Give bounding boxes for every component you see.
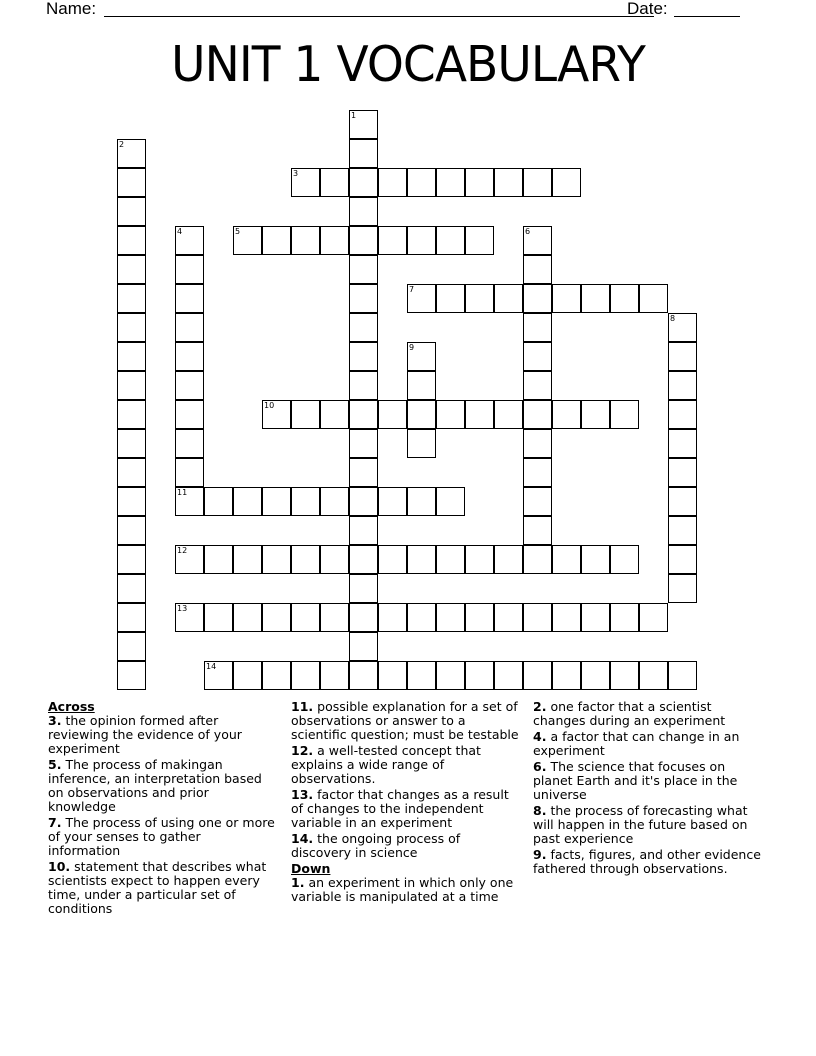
grid-cell[interactable]	[436, 603, 465, 632]
grid-cell[interactable]	[552, 168, 581, 197]
grid-cell[interactable]	[233, 226, 262, 255]
clue-number: 13	[177, 604, 188, 613]
grid-cell[interactable]	[465, 168, 494, 197]
clue-number: 7	[409, 285, 415, 294]
grid-cell[interactable]	[175, 342, 204, 371]
grid-cell[interactable]	[523, 313, 552, 342]
grid-cell[interactable]	[668, 429, 697, 458]
grid-cell[interactable]	[349, 197, 378, 226]
grid-cell[interactable]	[523, 284, 552, 313]
grid-cell[interactable]	[668, 313, 697, 342]
grid-cell[interactable]	[117, 255, 146, 284]
grid-cell[interactable]	[175, 400, 204, 429]
grid-cell[interactable]	[378, 545, 407, 574]
grid-cell[interactable]	[407, 429, 436, 458]
grid-cell[interactable]	[349, 545, 378, 574]
grid-cell[interactable]	[175, 545, 204, 574]
grid-cell[interactable]	[320, 168, 349, 197]
grid-cell[interactable]	[407, 661, 436, 690]
grid-cell[interactable]	[552, 603, 581, 632]
grid-cell[interactable]	[610, 400, 639, 429]
grid-cell[interactable]	[320, 661, 349, 690]
grid-cell[interactable]	[175, 429, 204, 458]
grid-cell[interactable]	[117, 371, 146, 400]
clue-number: 4	[177, 227, 183, 236]
grid-cell[interactable]	[117, 342, 146, 371]
clue-number: 10	[264, 401, 275, 410]
grid-cell[interactable]	[291, 603, 320, 632]
grid-cell[interactable]	[494, 400, 523, 429]
grid-cell[interactable]	[581, 284, 610, 313]
grid-cell[interactable]	[291, 545, 320, 574]
grid-cell[interactable]	[668, 342, 697, 371]
grid-cell[interactable]	[610, 661, 639, 690]
grid-cell[interactable]	[262, 226, 291, 255]
grid-cell[interactable]	[233, 661, 262, 690]
clue-across-12: 12. a well-tested concept that explains a wide range of observations.	[291, 743, 481, 786]
grid-cell[interactable]	[175, 603, 204, 632]
grid-cell[interactable]	[320, 545, 349, 574]
grid-cell[interactable]	[349, 255, 378, 284]
grid-cell[interactable]	[349, 458, 378, 487]
grid-cell[interactable]	[349, 139, 378, 168]
grid-cell[interactable]	[117, 545, 146, 574]
grid-cell[interactable]	[117, 603, 146, 632]
grid-cell[interactable]	[349, 661, 378, 690]
clues-column-3	[533, 700, 761, 878]
grid-cell[interactable]	[639, 661, 668, 690]
grid-cell[interactable]	[465, 661, 494, 690]
grid-cell[interactable]	[523, 487, 552, 516]
grid-cell[interactable]	[407, 371, 436, 400]
grid-cell[interactable]	[291, 400, 320, 429]
grid-cell[interactable]	[117, 429, 146, 458]
grid-cell[interactable]	[407, 545, 436, 574]
clues-column-1	[48, 700, 276, 918]
grid-cell[interactable]	[494, 168, 523, 197]
grid-cell[interactable]	[349, 574, 378, 603]
grid-cell[interactable]	[117, 574, 146, 603]
clue-down-1: 1. an experiment in which only one variable is manipulated at a time	[291, 875, 514, 904]
grid-cell[interactable]	[436, 545, 465, 574]
grid-cell[interactable]	[349, 168, 378, 197]
grid-cell[interactable]	[291, 487, 320, 516]
down-heading: Down	[291, 861, 331, 876]
grid-cell[interactable]	[610, 545, 639, 574]
clue-number: 11	[177, 488, 188, 497]
grid-cell[interactable]	[175, 458, 204, 487]
grid-cell[interactable]	[349, 371, 378, 400]
clue-down-4: 4. a factor that can change in an experiment	[533, 729, 740, 758]
grid-cell[interactable]	[204, 545, 233, 574]
grid-cell[interactable]	[349, 632, 378, 661]
grid-cell[interactable]	[494, 661, 523, 690]
grid-cell[interactable]	[349, 342, 378, 371]
grid-cell[interactable]	[407, 168, 436, 197]
grid-cell[interactable]	[494, 545, 523, 574]
grid-cell[interactable]	[262, 545, 291, 574]
grid-cell[interactable]	[523, 458, 552, 487]
clue-number: 1	[351, 111, 357, 120]
grid-cell[interactable]	[465, 284, 494, 313]
grid-cell[interactable]	[233, 603, 262, 632]
grid-cell[interactable]	[407, 342, 436, 371]
grid-cell[interactable]	[552, 545, 581, 574]
clue-number: 8	[670, 314, 676, 323]
grid-cell[interactable]	[436, 400, 465, 429]
grid-cell[interactable]	[117, 400, 146, 429]
grid-cell[interactable]	[668, 458, 697, 487]
clue-number: 6	[525, 227, 531, 236]
grid-cell[interactable]	[262, 661, 291, 690]
grid-cell[interactable]	[465, 545, 494, 574]
grid-cell[interactable]	[436, 487, 465, 516]
grid-cell[interactable]	[117, 197, 146, 226]
grid-cell[interactable]	[523, 168, 552, 197]
grid-cell[interactable]	[175, 284, 204, 313]
grid-cell[interactable]	[349, 284, 378, 313]
grid-cell[interactable]	[349, 313, 378, 342]
grid-cell[interactable]	[523, 516, 552, 545]
clue-number: 14	[206, 662, 217, 671]
grid-cell[interactable]	[320, 603, 349, 632]
grid-cell[interactable]	[436, 661, 465, 690]
grid-cell[interactable]	[262, 603, 291, 632]
grid-cell[interactable]	[523, 255, 552, 284]
grid-cell[interactable]	[523, 400, 552, 429]
grid-cell[interactable]	[117, 632, 146, 661]
grid-cell[interactable]	[494, 603, 523, 632]
grid-cell[interactable]	[523, 342, 552, 371]
grid-cell[interactable]	[523, 661, 552, 690]
clue-across-11: 11. possible explanation for a set of observations or answer to a scientific question; must be testable	[291, 699, 519, 742]
grid-cell[interactable]	[436, 284, 465, 313]
grid-cell[interactable]	[175, 487, 204, 516]
clue-number: 5	[235, 227, 241, 236]
grid-cell[interactable]	[465, 400, 494, 429]
grid-cell[interactable]	[349, 226, 378, 255]
clue-across-7: 7. The process of using one or more of your senses to gather information	[48, 815, 275, 858]
grid-cell[interactable]	[668, 545, 697, 574]
grid-cell[interactable]	[407, 226, 436, 255]
grid-cell[interactable]	[407, 284, 436, 313]
grid-cell[interactable]	[552, 284, 581, 313]
grid-cell[interactable]	[552, 661, 581, 690]
grid-cell[interactable]	[117, 226, 146, 255]
grid-cell[interactable]	[407, 400, 436, 429]
grid-cell[interactable]	[117, 516, 146, 545]
clue-number: 3	[293, 169, 299, 178]
grid-cell[interactable]	[320, 226, 349, 255]
clue-down-8: 8. the process of forecasting what will happen in the future based on past experience	[533, 803, 748, 846]
clues-column-2	[291, 700, 519, 906]
grid-cell[interactable]	[175, 226, 204, 255]
grid-cell[interactable]	[349, 429, 378, 458]
date-label: Date:	[627, 0, 668, 18]
grid-cell[interactable]	[175, 255, 204, 284]
grid-cell[interactable]	[639, 603, 668, 632]
grid-cell[interactable]	[639, 284, 668, 313]
clue-across-5: 5. The process of makingan inference, an interpretation based on observations and prior knowledge	[48, 757, 262, 814]
clue-number: 12	[177, 546, 188, 555]
grid-cell[interactable]	[668, 516, 697, 545]
grid-cell[interactable]	[581, 603, 610, 632]
grid-cell[interactable]	[175, 313, 204, 342]
grid-cell[interactable]	[465, 603, 494, 632]
grid-cell[interactable]	[523, 603, 552, 632]
clue-down-2: 2. one factor that a scientist changes during an experiment	[533, 699, 726, 728]
grid-cell[interactable]	[117, 487, 146, 516]
clue-across-14: 14. the ongoing process of discovery in science	[291, 831, 461, 860]
page-title: UNIT 1 VOCABULARY	[171, 36, 645, 93]
grid-cell[interactable]	[610, 603, 639, 632]
grid-cell[interactable]	[291, 168, 320, 197]
grid-cell[interactable]	[117, 284, 146, 313]
grid-cell[interactable]	[349, 603, 378, 632]
clue-across-13: 13. factor that changes as a result of changes to the independent variable in an experiment	[291, 787, 509, 830]
clue-number: 9	[409, 343, 415, 352]
grid-cell[interactable]	[668, 487, 697, 516]
grid-cell[interactable]	[378, 168, 407, 197]
grid-cell[interactable]	[204, 487, 233, 516]
grid-cell[interactable]	[378, 400, 407, 429]
grid-cell[interactable]	[233, 487, 262, 516]
grid-cell[interactable]	[581, 661, 610, 690]
clue-down-6: 6. The science that focuses on planet Earth and it's place in the universe	[533, 759, 738, 802]
grid-cell[interactable]	[581, 545, 610, 574]
grid-cell[interactable]	[378, 603, 407, 632]
grid-cell[interactable]	[117, 139, 146, 168]
grid-cell[interactable]	[117, 313, 146, 342]
clue-number: 2	[119, 140, 125, 149]
grid-cell[interactable]	[233, 545, 262, 574]
grid-cell[interactable]	[291, 661, 320, 690]
grid-cell[interactable]	[349, 110, 378, 139]
grid-cell[interactable]	[378, 661, 407, 690]
grid-cell[interactable]	[523, 371, 552, 400]
grid-cell[interactable]	[610, 284, 639, 313]
grid-cell[interactable]	[378, 226, 407, 255]
grid-cell[interactable]	[436, 168, 465, 197]
grid-cell[interactable]	[523, 429, 552, 458]
grid-cell[interactable]	[668, 400, 697, 429]
grid-cell[interactable]	[204, 603, 233, 632]
grid-cell[interactable]	[494, 284, 523, 313]
grid-cell[interactable]	[320, 400, 349, 429]
grid-cell[interactable]	[291, 226, 320, 255]
grid-cell[interactable]	[262, 400, 291, 429]
grid-cell[interactable]	[523, 226, 552, 255]
clue-down-9: 9. facts, figures, and other evidence fathered through observations.	[533, 847, 761, 876]
grid-cell[interactable]	[407, 603, 436, 632]
grid-cell[interactable]	[465, 226, 494, 255]
grid-cell[interactable]	[581, 400, 610, 429]
grid-cell[interactable]	[117, 168, 146, 197]
grid-cell[interactable]	[436, 226, 465, 255]
grid-cell[interactable]	[204, 661, 233, 690]
grid-cell[interactable]	[349, 400, 378, 429]
grid-cell[interactable]	[378, 487, 407, 516]
grid-cell[interactable]	[668, 661, 697, 690]
grid-cell[interactable]	[320, 487, 349, 516]
grid-cell[interactable]	[668, 574, 697, 603]
grid-cell[interactable]	[668, 371, 697, 400]
clue-across-3: 3. the opinion formed after reviewing the evidence of your experiment	[48, 713, 242, 756]
grid-cell[interactable]	[117, 458, 146, 487]
grid-cell[interactable]	[262, 487, 291, 516]
clue-across-10: 10. statement that describes what scientists expect to happen every time, under a particular set of conditions	[48, 859, 267, 916]
grid-cell[interactable]	[552, 400, 581, 429]
grid-cell[interactable]	[407, 487, 436, 516]
grid-cell[interactable]	[349, 487, 378, 516]
across-heading: Across	[48, 699, 95, 714]
name-label: Name:	[46, 0, 97, 18]
grid-cell[interactable]	[523, 545, 552, 574]
grid-cell[interactable]	[117, 661, 146, 690]
grid-cell[interactable]	[349, 516, 378, 545]
grid-cell[interactable]	[175, 371, 204, 400]
